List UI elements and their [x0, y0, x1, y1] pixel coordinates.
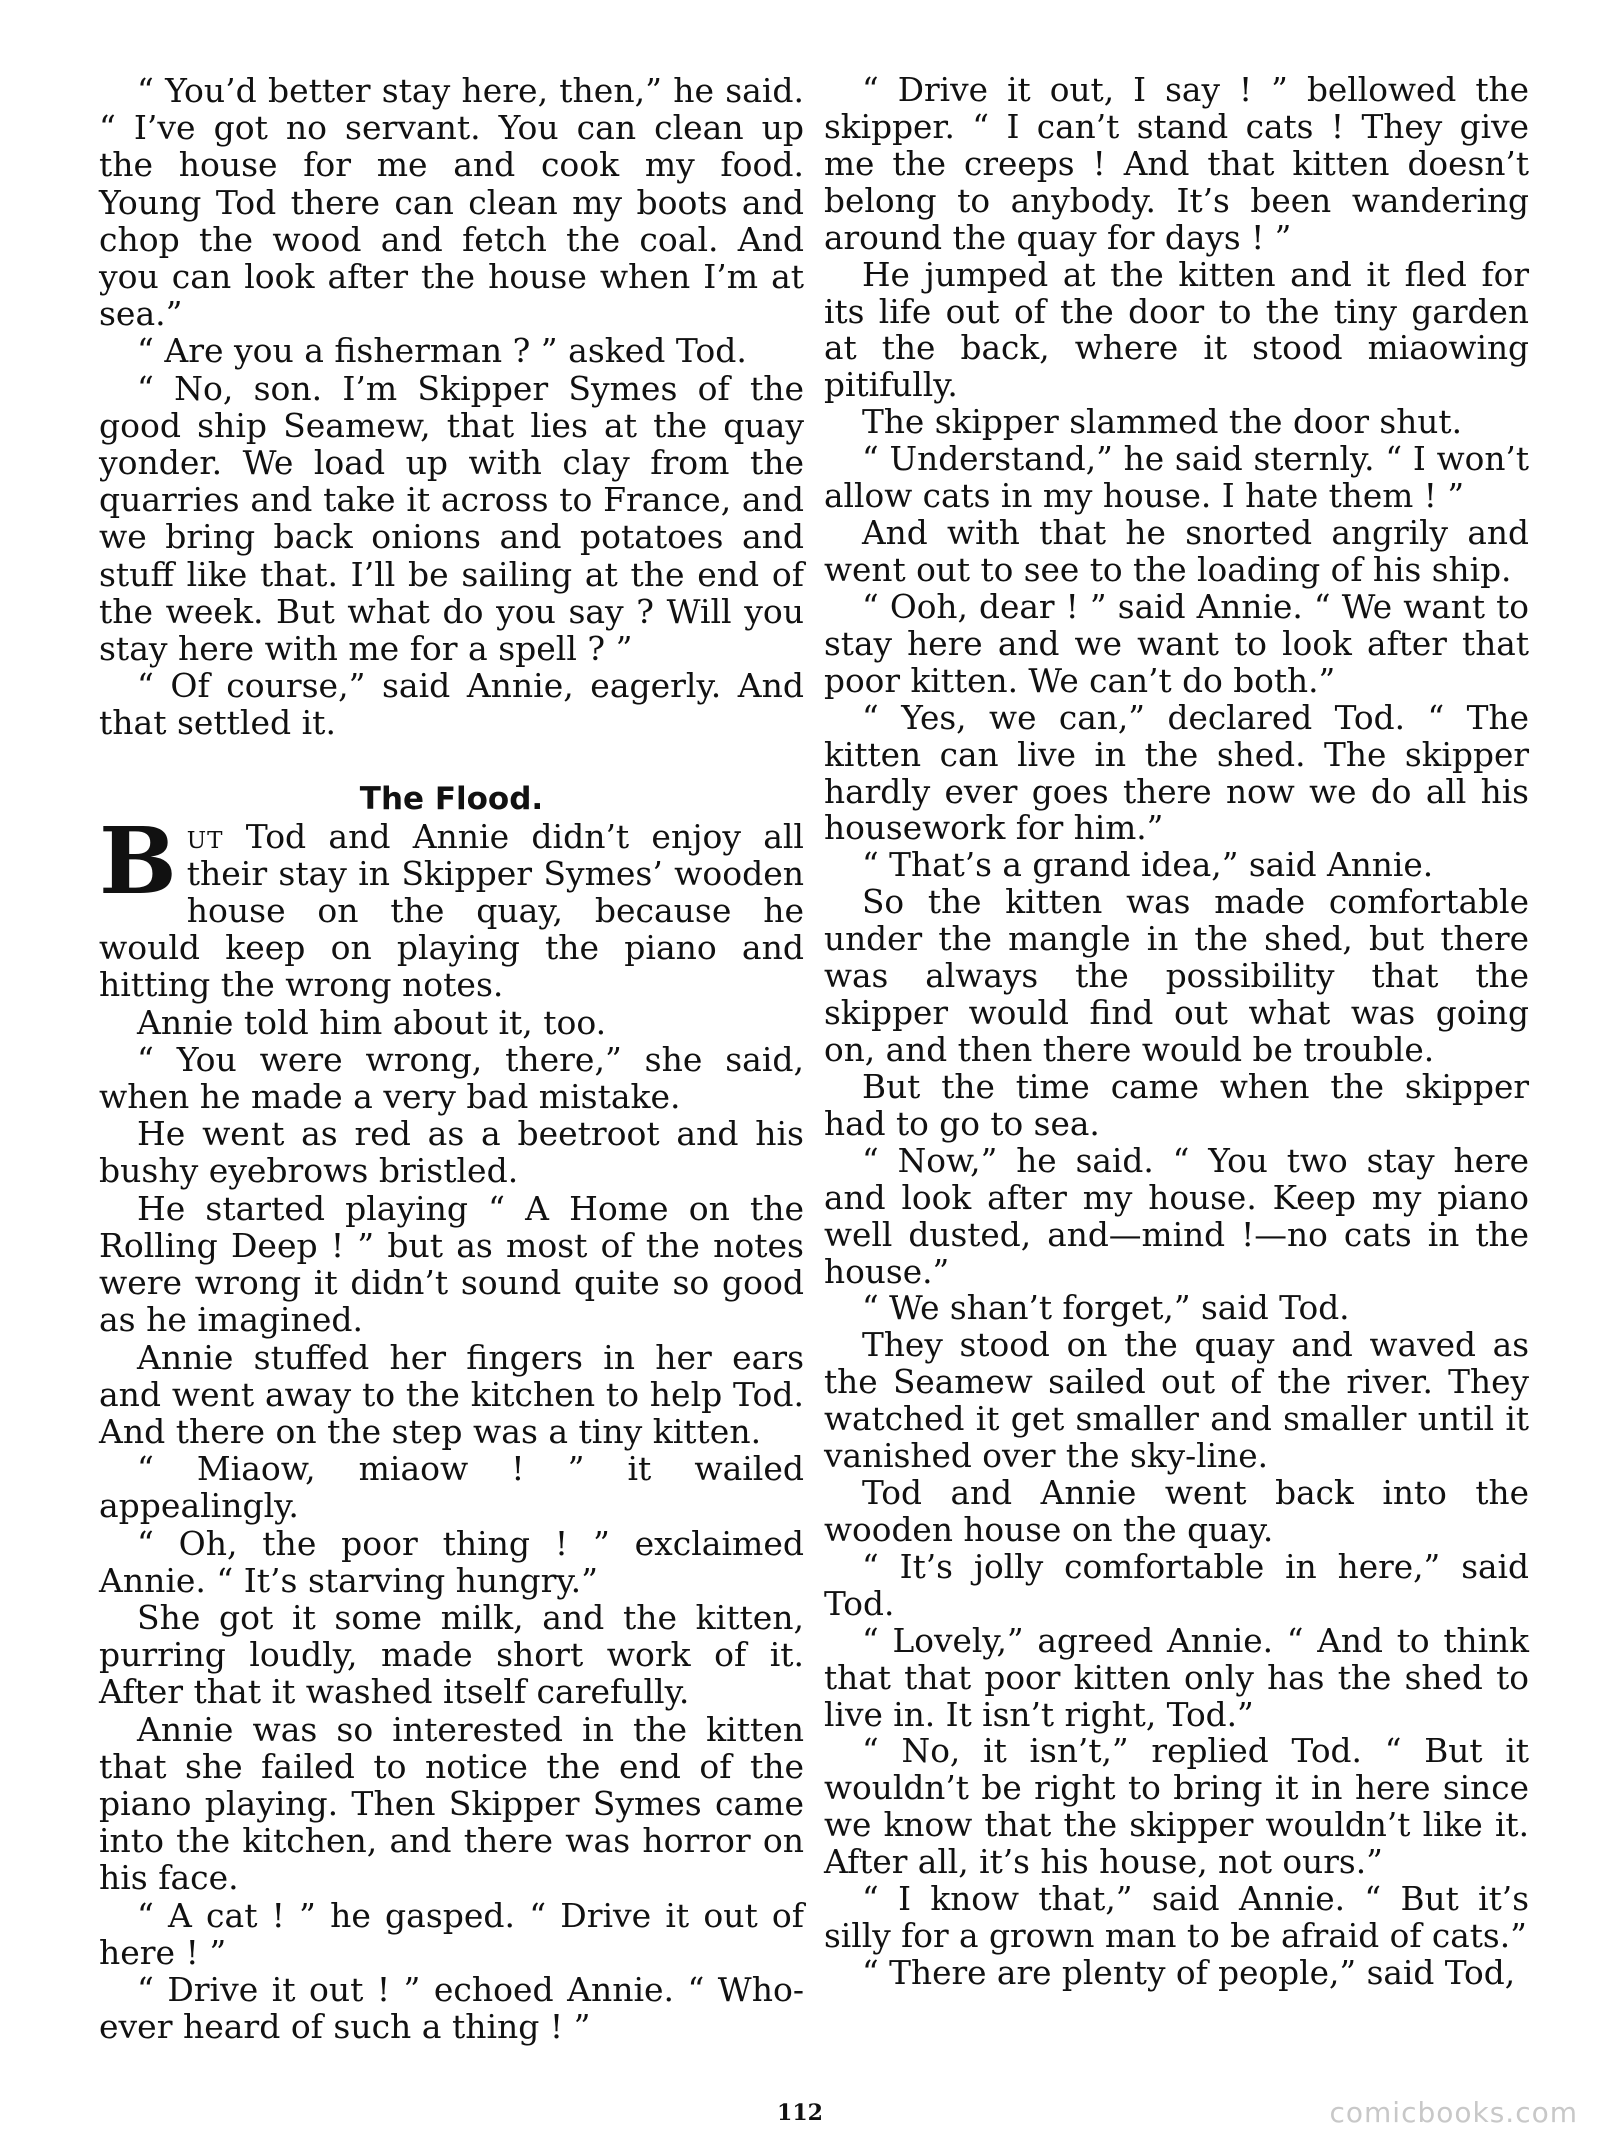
paragraph: “ Lovely,” agreed Annie. “ And to think that that poor kitten only has the shed to live in. It isn’t right, Tod.”	[824, 1621, 1529, 1734]
page-number: 112	[777, 2100, 823, 2126]
watermark: comicbooks.com	[1329, 2096, 1578, 2129]
dropcap-rest: Tod and Annie didn’t enjoy all their stay in Skipper Symes’ wooden house on the quay, because he would keep on playing the piano and hitting the wrong notes.	[99, 816, 804, 1005]
paragraph: “ There are plenty of people,” said Tod,	[862, 1954, 1516, 1993]
paragraph: “ That’s a grand idea,” said Annie.	[862, 846, 1434, 885]
paragraph: “ I know that,” said Annie. “ But it’s silly for a grown man to be afraid of cats.”	[824, 1880, 1529, 1956]
right-column	[824, 72, 1529, 1992]
paragraph: “ Drive it out, I say ! ” bellowed the skipper. “ I can’t stand cats ! They give me the creeps ! And that kitten doesn’t belong to anybody. It’s been wandering around the quay for days ! ”	[824, 71, 1529, 257]
left-paragraphs-before	[99, 72, 804, 742]
paragraph: The skipper slammed the door shut.	[862, 403, 1462, 442]
dropcap-paragraph	[99, 806, 804, 1005]
paragraph: “ It’s jolly comfortable in here,” said Tod.	[824, 1547, 1529, 1623]
paragraph: Annie was so interested in the kitten that she failed to notice the end of the piano playing. Then Skipper Symes came into the kitchen, and there was horror on his face.	[99, 1709, 804, 1898]
paragraph: “ Of course,” said Annie, eagerly. And that settled it.	[99, 666, 804, 743]
paragraph: “ Understand,” he said sternly. “ I won’t allow cats in my house. I hate them ! ”	[824, 440, 1529, 516]
paragraph: “ You’d better stay here, then,” he said. “ I’ve got no servant. You can clean up the house for me and cook my food. Young Tod there can clean my boots and chop the wood and fetch the coal. And you can look after the house when I’m at sea.”	[99, 71, 804, 334]
paragraph: Tod and Annie went back into the wooden house on the quay.	[824, 1474, 1529, 1549]
paragraph: She got it some milk, and the kitten, purring loudly, made short work of it. After that it washed itself carefully.	[99, 1597, 804, 1712]
paragraph: “ Ooh, dear ! ” said Annie. “ We want to stay here and we want to look after that poor kitten. We can’t do both.”	[824, 587, 1529, 700]
paragraph: “ Drive it out ! ” echoed Annie. “ Who-ever heard of such a thing ! ”	[99, 1969, 804, 2047]
paragraph: “ You were wrong, there,” she said, when he made a very bad mistake.	[99, 1039, 804, 1117]
paragraph: “ No, it isn’t,” replied Tod. “ But it wouldn’t be right to bring it in here since we know that the skipper wouldn’t like it. After all, it’s his house, not ours.”	[824, 1732, 1529, 1882]
paragraph: “ Oh, the poor thing ! ” exclaimed Annie. “ It’s starving hungry.”	[99, 1523, 804, 1600]
paragraph: “ Miaow, miaow ! ” it wailed appealingly.	[99, 1449, 804, 1526]
paragraph: Annie told him about it, too.	[137, 1002, 607, 1042]
paragraph: But the time came when the skipper had to go to sea.	[824, 1067, 1529, 1143]
paragraph: “ Are you a fisherman ? ” asked Tod.	[137, 331, 747, 371]
section-heading: The Flood.	[359, 780, 544, 817]
paragraph: So the kitten was made comfortable under the mangle in the shed, but there was always the possibility that the skipper would find out what was going on, and then there would be trouble.	[824, 883, 1529, 1069]
paragraph: He started playing “ A Home on the Rolling Deep ! ” but as most of the notes were wrong it didn’t sound quite so good as he imagined.	[99, 1188, 804, 1340]
paragraph: “ We shan’t forget,” said Tod.	[862, 1289, 1350, 1328]
paragraph: “ A cat ! ” he gasped. “ Drive it out of here ! ”	[99, 1895, 804, 1972]
paragraph: They stood on the quay and waved as the Seamew sailed out of the river. They watched it get smaller and smaller until it vanished over the sky-line.	[824, 1326, 1529, 1476]
left-column	[99, 72, 804, 2045]
paragraph: And with that he snorted angrily and went out to see to the loading of his ship.	[824, 514, 1529, 589]
paragraph: Annie stuffed her fingers in her ears and went away to the kitchen to help Tod. And there on the step was a tiny kitten.	[99, 1337, 804, 1451]
dropcap-letter: B	[99, 806, 177, 915]
paragraph: “ Yes, we can,” declared Tod. “ The kitten can live in the shed. The skipper hardly ever goes there now we do all his housework for him.”	[824, 698, 1529, 848]
paragraph: “ No, son. I’m Skipper Symes of the good ship Seamew, that lies at the quay yonder. We load up with clay from the quarries and take it across to France, and we bring back onions and potatoes and stuff like that. I’ll be sailing at the end of the week. But what do you say ? Will you stay here with me for a spell ? ”	[99, 368, 804, 669]
left-paragraphs-after	[99, 1004, 804, 2046]
paragraph: He went as red as a beetroot and his bushy eyebrows bristled.	[99, 1114, 804, 1191]
paragraph: He jumped at the kitten and it fled for its life out of the door to the tiny garden at the back, where it stood miaowing pitifully.	[824, 255, 1529, 405]
paragraph: “ Now,” he said. “ You two stay here and look after my house. Keep my piano well dusted, and—mind !—no cats in the house.”	[824, 1141, 1529, 1291]
dropcap-smallcaps: ut	[186, 816, 224, 856]
